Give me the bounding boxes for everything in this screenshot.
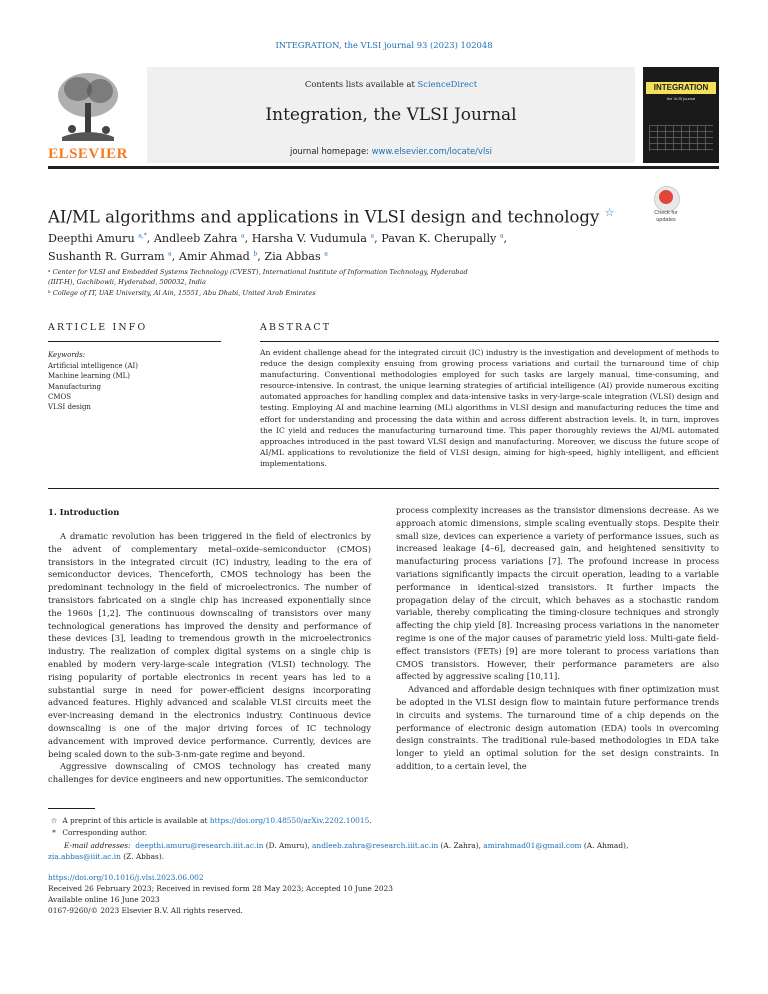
footnote-emails bbox=[64, 840, 724, 851]
author-name[interactable]: Harsha V. Vudumula bbox=[251, 232, 367, 245]
arxiv-link[interactable]: https://doi.org/10.48550/arXiv.2202.10015 bbox=[209, 816, 370, 825]
keywords-label: Keywords: bbox=[48, 351, 86, 359]
corresponding-author-text: Corresponding author. bbox=[62, 828, 147, 837]
sciencedirect-link[interactable]: ScienceDirect bbox=[417, 79, 478, 89]
contents-prefix: Contents lists available at bbox=[304, 79, 418, 89]
email-link[interactable]: zia.abbas@iiit.ac.in bbox=[48, 852, 121, 861]
journal-cover-thumbnail[interactable] bbox=[643, 67, 719, 163]
email-label: E-mail addresses: bbox=[64, 841, 131, 850]
author-name[interactable]: Sushanth R. Gurram bbox=[48, 250, 165, 263]
footnote-preprint bbox=[48, 815, 372, 826]
author-separator: , bbox=[503, 232, 508, 245]
email-link[interactable]: deepthi.amuru@research.iiit.ac.in bbox=[135, 841, 264, 850]
author-separator: , bbox=[171, 250, 179, 263]
author-affiliation-mark[interactable]: b bbox=[253, 250, 258, 258]
author-separator: , bbox=[374, 232, 382, 245]
crossmark-badge[interactable] bbox=[648, 186, 684, 226]
affiliation-a-line-2: (IIIT-H), Gachibowli, Hyderabad, 500032, India bbox=[48, 278, 206, 286]
author-affiliation-mark[interactable]: a bbox=[241, 232, 245, 240]
email-owner: (D. Amuru), bbox=[263, 841, 313, 850]
article-info-rule bbox=[48, 341, 221, 342]
authors-line-2 bbox=[48, 250, 328, 263]
running-head[interactable]: INTEGRATION, the VLSI journal 93 (2023) 102048 bbox=[275, 40, 493, 50]
author-name[interactable]: Amir Ahmad bbox=[178, 250, 250, 263]
doi-link[interactable]: https://doi.org/10.1016/j.vlsi.2023.06.002 bbox=[48, 873, 204, 882]
author-separator: , bbox=[146, 232, 154, 245]
abstract-text: An evident challenge ahead for the integrated circuit (IC) industry is the investigation and development of methods to reduce the design complexity ensuing from growing process variations and curtail the turnaround time of chip manufacturing. Conventional methodologies employed for such tasks are largely manual, time-consuming, and resource-intensive. In contrast, the unique learning strategies of artificial intelligence (AI) provide numerous exciting automated approaches for handling complex and data-intensive tasks in very-large-scale integration (VLSI) design and testing. Employing AI and machine learning (ML) algorithms in VLSI design and manufacturing reduces the time and effort for understanding and processing the data within and across different abstraction levels. It, in turn, improves the IC yield and reduces the manufacturing turnaround time. This paper thoroughly reviews the AI/ML automated approaches introduced in the past toward VLSI design and manufacturing. Moreover, we discuss the future scope of AI/ML applications to revolutionize the field of VLSI design, aiming for high-speed, highly intelligent, and efficient implementations. bbox=[260, 348, 719, 468]
journal-masthead bbox=[48, 67, 719, 163]
copyright-line: 0167-9260/© 2023 Elsevier B.V. All rights reserved. bbox=[48, 906, 243, 915]
received-dates: Received 26 February 2023; Received in revised form 28 May 2023; Accepted 10 June 2023 bbox=[48, 884, 393, 893]
keyword-item: Manufacturing bbox=[48, 382, 101, 391]
footnote-rule bbox=[48, 808, 95, 809]
available-online: Available online 16 June 2023 bbox=[48, 895, 160, 904]
article-title-text: AI/ML algorithms and applications in VLSI design and technology bbox=[48, 207, 600, 227]
masthead-center bbox=[147, 67, 635, 163]
body-column-left bbox=[48, 530, 371, 786]
homepage-line bbox=[147, 146, 635, 156]
author-affiliation-mark[interactable]: a bbox=[168, 250, 172, 258]
keyword-item: CMOS bbox=[48, 392, 72, 401]
article-info-heading: ARTICLE INFO bbox=[48, 322, 148, 333]
crossmark-label: Check for updates bbox=[654, 210, 678, 223]
front-matter-rule bbox=[48, 488, 719, 489]
cover-pattern bbox=[649, 125, 713, 151]
author-name[interactable]: Deepthi Amuru bbox=[48, 232, 135, 245]
keyword-item: Artificial intelligence (AI) bbox=[48, 362, 139, 370]
article-doi bbox=[48, 872, 204, 883]
footnote-preprint-end: . bbox=[369, 816, 372, 825]
body-column-right bbox=[396, 504, 719, 773]
email-link[interactable]: amirahmad01@gmail.com bbox=[483, 841, 582, 850]
journal-title: Integration, the VLSI Journal bbox=[265, 105, 517, 125]
body-paragraph: Advanced and affordable design techniques with finer optimization must be adopted in the VLSI design flow to maintain future performance trends in circuits and systems. The turnaround time of a chip depends on the performance of electronic design automation (EDA) tools in overcoming design constraints. The traditional rule-based methodologies in EDA take longer to yield an optimal solution for the set design constraints. In addition, to a certain level, the bbox=[396, 684, 719, 771]
cover-subtitle: the VLSI journal bbox=[666, 96, 696, 101]
crossmark-icon bbox=[659, 190, 673, 204]
author-affiliation-mark[interactable]: a,* bbox=[138, 232, 147, 240]
author-separator: , bbox=[257, 250, 265, 263]
email-owner: (A. Ahmad), bbox=[581, 841, 629, 850]
cover-title: INTEGRATION bbox=[646, 82, 716, 94]
homepage-link[interactable]: www.elsevier.com/locate/vlsi bbox=[371, 146, 492, 156]
authors-line-1 bbox=[48, 232, 507, 245]
email-owner: (A. Zahra), bbox=[438, 841, 484, 850]
homepage-prefix: journal homepage: bbox=[290, 146, 372, 156]
footnote-star-mark: ☆ bbox=[50, 816, 58, 825]
article-title bbox=[48, 206, 614, 227]
author-affiliation-mark[interactable]: a bbox=[324, 250, 328, 258]
author-affiliation-mark[interactable]: a bbox=[499, 232, 504, 240]
affiliation-a-line-1: ᵃ Center for VLSI and Embedded Systems Technology (CVEST), International Institute of Information Technology, Hyderabad bbox=[48, 268, 468, 276]
section-heading-introduction: 1. Introduction bbox=[48, 507, 120, 517]
keyword-item: Machine learning (ML) bbox=[48, 372, 131, 381]
keywords-list bbox=[48, 361, 138, 412]
abstract-rule bbox=[260, 341, 719, 342]
contents-line bbox=[147, 79, 635, 89]
footnote-corresponding bbox=[48, 827, 147, 838]
footnote-preprint-text: A preprint of this article is available at bbox=[62, 816, 210, 825]
body-paragraph: process complexity increases as the transistor dimensions decrease. As we approach atomic dimensions, simple scaling eventually stops. Despite their small size, devices can experience a variety of performance issues, such as increased leakage [4–6], decreased gain, and heightened sensitivity to manufacturing process variations [7]. The profound increase in process variations significantly impacts the circuit operation, leading to a variable performance in identical-sized transistors. It further impacts the propagation delay of the circuit, which behaves as a stochastic random variable, thereby complicating the timing-closure techniques and strongly affecting the chip yield [8]. Increasing process variations in the nanometer regime is one of the major causes of parametric yield loss. Multi-gate field-effect transistors (FETs) [9] are more tolerant to process variations than CMOS transistors. However, their performance parameters are also affected by aggressive scaling [10,11]. bbox=[396, 505, 719, 682]
email-owner: (Z. Abbas). bbox=[120, 852, 165, 861]
author-separator: , bbox=[244, 232, 252, 245]
footnote-asterisk-mark: * bbox=[52, 828, 56, 837]
author-name[interactable]: Zia Abbas bbox=[264, 250, 321, 263]
affiliation-b: ᵇ College of IT, UAE University, Al Ain, 15551, Abu Dhabi, United Arab Emirates bbox=[48, 289, 316, 297]
title-footnote-mark[interactable]: ☆ bbox=[604, 206, 615, 219]
elsevier-wordmark: ELSEVIER bbox=[48, 146, 128, 162]
masthead-rule bbox=[48, 166, 719, 169]
author-affiliation-mark[interactable]: a bbox=[370, 232, 375, 240]
footnote-emails-cont bbox=[48, 851, 164, 862]
author-name[interactable]: Pavan K. Cherupally bbox=[381, 232, 497, 245]
elsevier-logo[interactable] bbox=[48, 67, 128, 163]
elsevier-tree-icon bbox=[48, 67, 128, 145]
body-paragraph: Aggressive downscaling of CMOS technology has created many challenges for device engineers and new opportunities. The semiconductor bbox=[48, 761, 371, 785]
abstract-heading: ABSTRACT bbox=[260, 322, 332, 333]
keyword-item: VLSI design bbox=[48, 403, 91, 412]
email-link[interactable]: andleeb.zahra@research.iiit.ac.in bbox=[312, 841, 439, 850]
author-name[interactable]: Andleeb Zahra bbox=[153, 232, 238, 245]
body-paragraph: A dramatic revolution has been triggered in the field of electronics by the advent of complementary metal–oxide–semiconductor (CMOS) transistors in the integrated circuit (IC) industry, leading to the era of semiconductor devices. Thenceforth, CMOS technology has been the predominant technology in the field of microelectronics. The number of transistors fabricated on a single chip has increased exponentially since the 1960s [1,2]. The continuous downscaling of transistors over many technological generations has improved the density and performance of these devices [3], leading to tremendous growth in the microelectronics industry. The realization of complex digital systems on a single chip is enabled by modern very-large-scale integration (VLSI) technology. The rising popularity of portable electronics in recent years has led to a substantial surge in need for power-efficient designs incorporating advanced features. Highly advanced and scalable VLSI circuits meet the ever-increasing demand in the electronics industry. Continuous device downscaling is one of the major driving forces of IC technology advancement with improved device performance. Currently, devices are being scaled down to the sub-3-nm-gate regime and beyond. bbox=[48, 531, 371, 759]
